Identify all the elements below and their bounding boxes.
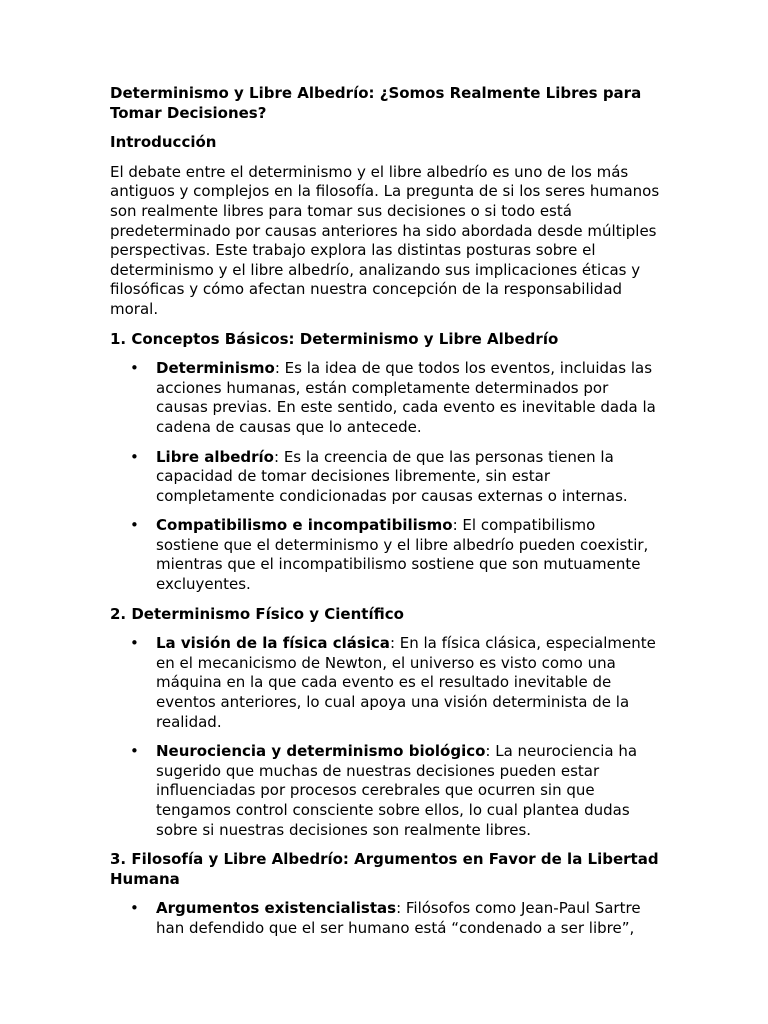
item-term: La visión de la física clásica [156,634,390,653]
section-heading-conceptos: 1. Conceptos Básicos: Determinismo y Libre Albedrío [110,329,559,348]
intro-paragraph: El debate entre el determinismo y el libre albedrío es uno de los más antiguos y complejos en la filosofía. La pregunta de si los seres humanos son realmente libres para tomar sus decisiones o si todo está predeterminado por causas anteriores ha sido abordada desde múltiples perspectivas. Este trabajo explora las distintas posturas sobre el determinismo y el libre albedrío, analizando sus implicaciones éticas y filosóficas y cómo afectan nuestra concepción de la responsabilidad moral. [110,162,660,318]
item-term: Neurociencia y determinismo biológico [156,742,486,761]
bullet-icon: • [130,899,139,918]
bullet-icon: • [130,516,139,535]
item-text: : En la física clásica, especialmente en el mecanicismo de Newton, el universo es visto como una máquina en la que cada evento es el resultado inevitable de eventos anteriores, lo cual apoya una visión determinista de la realidad. [156,634,656,731]
item-text: : Es la idea de que todos los eventos, incluidas las acciones humanas, están completamente determinados por causas previas. En este sentido, cada evento es inevitable dada la cadena de causas que lo antecede. [156,359,656,436]
item-text: : Filósofos como Jean-Paul Sartre han defendido que el ser humano está “condenado a ser libre”, [156,899,641,937]
list-item [110,634,662,732]
item-term: Compatibilismo e incompatibilismo [156,516,453,535]
bullet-icon: • [130,359,139,378]
list-item [110,899,662,938]
document-page [110,84,662,949]
item-text: : La neurociencia ha sugerido que muchas de nuestras decisiones pueden estar influenciadas por procesos cerebrales que ocurren sin que tengamos control consciente sobre ellos, lo cual plantea dudas sobre si nuestras decisiones son realmente libres. [156,742,638,839]
section-list-determinismo-fisico [110,634,662,840]
list-item [110,448,662,507]
section-list-conceptos [110,359,662,595]
section-heading-determinismo-fisico: 2. Determinismo Físico y Científico [110,604,404,623]
list-item [110,359,662,437]
list-item [110,516,662,594]
intro-heading: Introducción [110,133,217,152]
section-heading-filosofia: 3. Filosofía y Libre Albedrío: Argumentos en Favor de la Libertad Humana [110,850,659,888]
item-term: Determinismo [156,359,275,378]
item-term: Argumentos existencialistas [156,899,397,918]
bullet-icon: • [130,634,139,653]
section-list-filosofia [110,899,662,938]
item-text: : Es la creencia de que las personas tienen la capacidad de tomar decisiones libremente, sin estar completamente condicionadas por causas externas o internas. [156,447,628,505]
bullet-icon: • [130,447,139,466]
item-term: Libre albedrío [156,447,274,466]
document-title: Determinismo y Libre Albedrío: ¿Somos Realmente Libres para Tomar Decisiones? [110,84,642,122]
bullet-icon: • [130,742,139,761]
item-text: : El compatibilismo sostiene que el determinismo y el libre albedrío pueden coexistir, mientras que el incompatibilismo sostiene que son mutuamente excluyentes. [156,516,649,594]
list-item [110,742,662,840]
